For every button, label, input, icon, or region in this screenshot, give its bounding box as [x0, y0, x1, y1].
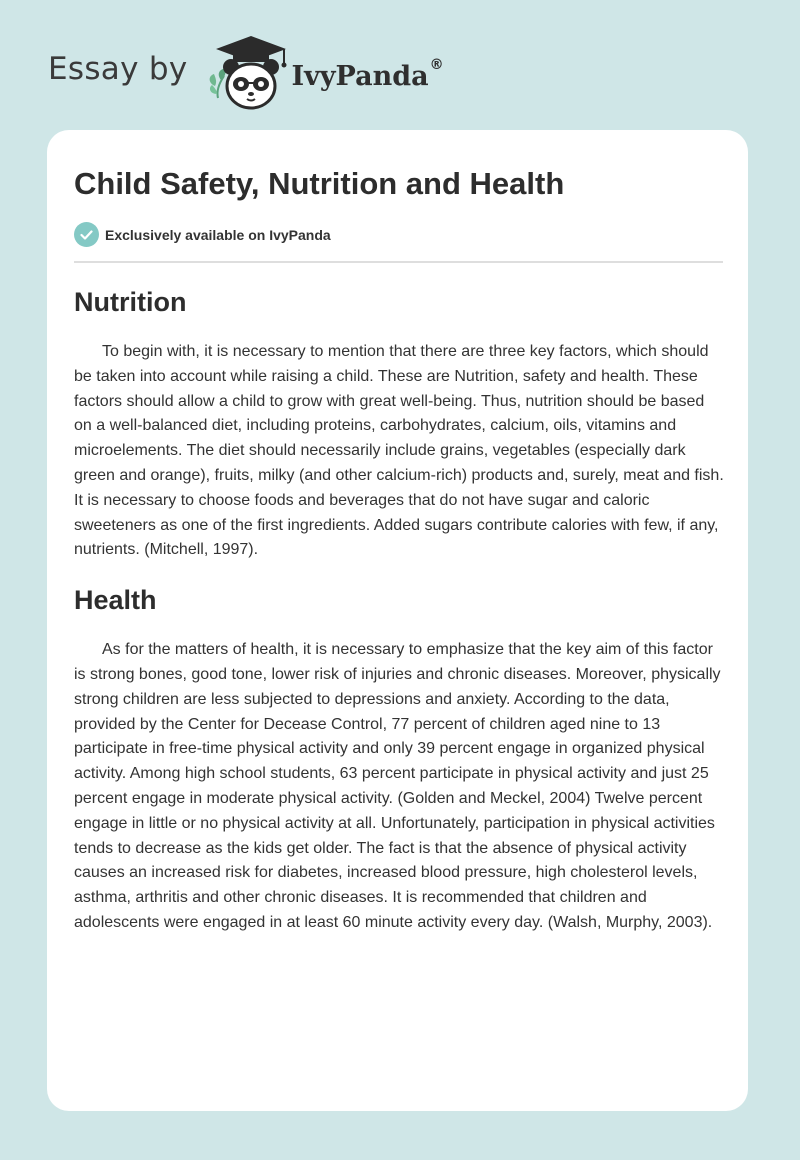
section-heading: Nutrition — [74, 287, 187, 317]
section-health — [74, 580, 726, 936]
title-divider — [74, 261, 723, 263]
essay-card — [47, 130, 748, 1111]
ivy-leaf-icon — [209, 69, 225, 98]
section-paragraph: As for the matters of health, it is necessary to emphasize that the key aim of this factor is strong bones, good tone, lower risk of injuries and chronic diseases. Moreover, physically strong children are less subjected to depressions and anxiety. According to the data, provided by the Center for Decease Control, 77 percent of children aged nine to 13 participate in free-time physical activity and only 39 percent engage in organized physical activity. Among high school students, 63 percent participate in physical activity and just 25 percent engage in moderate physical activity. (Golden and Meckel, 2004) Twelve percent engage in little or no physical activity at all. Unfortunately, participation in physical activities tends to decrease as the kids get older. The fact is that the absence of physical activity causes an increased risk for diabetes, increased blood pressure, high cholesterol levels, asthma, arthritis and other chronic diseases. It is recommended that children and adolescents were engaged in at least 60 minute activity every day. (Walsh, Murphy, 2003). — [74, 641, 721, 931]
site-brand[interactable] — [48, 34, 444, 114]
section-heading: Health — [74, 585, 157, 616]
section-paragraph: To begin with, it is necessary to mention that there are three key factors, which should be taken into account while raising a child. These are Nutrition, safety and health. These factors should allow a child to grow with great well-being. Thus, nutrition should be based on a well-balanced diet, including proteins, carbohydrates, calcium, oils, vitamins and microelements. The diet should necessarily include grains, vegetables (especially dark green and orange), fruits, milky (and other calcium-rich) products and, surely, meat and fish. It is necessary to choose foods and beverages that do not have sugar and caloric sweeteners as one of the first ingredients. Added sugars contribute calories with few, if any, nutrients. (Mitchell, 1997). — [74, 343, 724, 559]
checkmark-icon — [74, 222, 99, 247]
essay-body — [74, 282, 726, 936]
panda-logo-icon — [204, 34, 298, 114]
exclusive-badge — [74, 222, 331, 247]
section-nutrition — [74, 282, 726, 563]
registered-mark: ® — [429, 56, 444, 73]
badge-label: Exclusively available on IvyPanda — [105, 226, 331, 243]
page-title: Child Safety, Nutrition and Health — [74, 166, 565, 201]
brand-prefix: Essay by — [48, 51, 188, 87]
brand-name: IvyPanda® — [291, 56, 444, 92]
